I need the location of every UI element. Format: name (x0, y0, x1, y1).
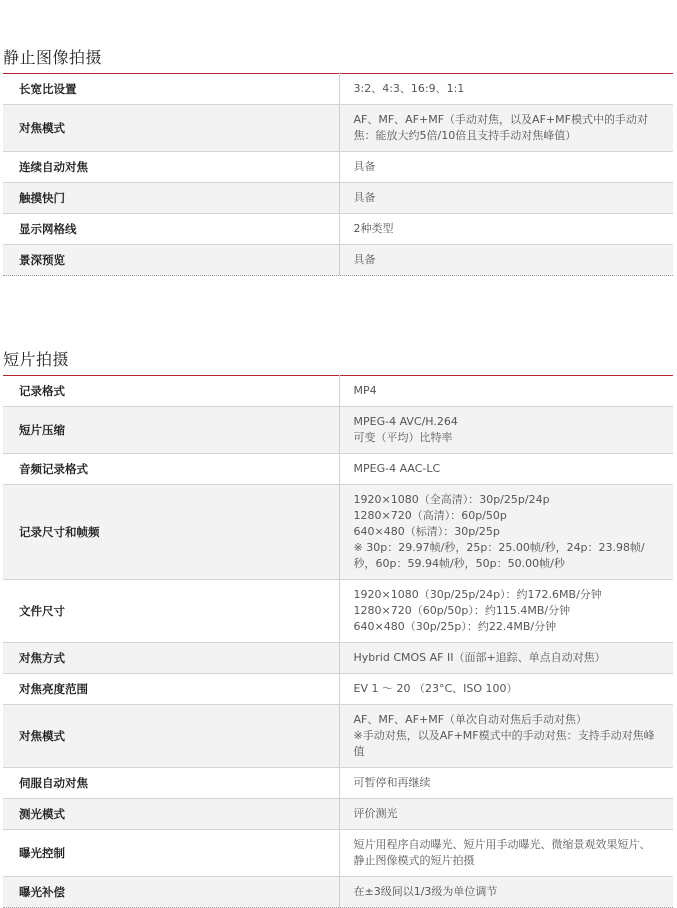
section-title-still: 静止图像拍摄 (3, 48, 103, 67)
table-row (3, 105, 673, 152)
row-label: 对焦模式 (3, 105, 339, 152)
table-row (3, 580, 673, 643)
row-label: 记录尺寸和帧频 (3, 485, 339, 580)
row-value: 1920×1080（30p/25p/24p）：约172.6MB/分钟 1280×720（60p/50p）：约115.4MB/分钟 640×480（30p/25p）：约22.4MB/分钟 (339, 580, 673, 643)
row-label: 对焦亮度范围 (3, 674, 339, 705)
spec-table-still (3, 73, 673, 276)
row-label: 记录格式 (3, 376, 339, 407)
row-value: AF、MF、AF+MF（单次自动对焦后手动对焦） ※手动对焦，以及AF+MF模式中的手动对焦：支持手动对焦峰值 (339, 705, 673, 768)
table-row (3, 877, 673, 908)
row-value: 在±3级间以1/3级为单位调节 (339, 877, 673, 908)
row-value: MPEG-4 AAC-LC (339, 454, 673, 485)
table-row (3, 485, 673, 580)
row-label: 曝光控制 (3, 830, 339, 877)
row-value: MPEG-4 AVC/H.264 可变（平均）比特率 (339, 407, 673, 454)
row-value: MP4 (339, 376, 673, 407)
row-label: 短片压缩 (3, 407, 339, 454)
table-row (3, 376, 673, 407)
row-value: 评价测光 (339, 799, 673, 830)
table-row (3, 830, 673, 877)
table-row (3, 674, 673, 705)
row-label: 显示网格线 (3, 214, 339, 245)
row-label: 曝光补偿 (3, 877, 339, 908)
row-label: 触摸快门 (3, 183, 339, 214)
row-value: Hybrid CMOS AF II（面部+追踪、单点自动对焦） (339, 643, 673, 674)
row-value: 具备 (339, 245, 673, 276)
table-row (3, 214, 673, 245)
row-label: 音频记录格式 (3, 454, 339, 485)
row-value: AF、MF、AF+MF（手动对焦，以及AF+MF模式中的手动对焦：能放大约5倍/10倍且支持手动对焦峰值） (339, 105, 673, 152)
table-row (3, 799, 673, 830)
table-row (3, 768, 673, 799)
row-label: 连续自动对焦 (3, 152, 339, 183)
table-row (3, 705, 673, 768)
row-value: 3:2、4:3、16:9、1:1 (339, 74, 673, 105)
row-value: 短片用程序自动曝光、短片用手动曝光、微缩景观效果短片、静止图像模式的短片拍摄 (339, 830, 673, 877)
spec-table-movie (3, 375, 673, 908)
row-value: 具备 (339, 152, 673, 183)
table-row (3, 643, 673, 674)
row-value: 2种类型 (339, 214, 673, 245)
row-label: 文件尺寸 (3, 580, 339, 643)
row-label: 景深预览 (3, 245, 339, 276)
row-value: 1920×1080（全高清）：30p/25p/24p 1280×720（高清）：60p/50p 640×480（标清）：30p/25p ※ 30p：29.97帧/秒，25p：25.00帧/秒，24p：23.98帧/秒，60p：59.94帧/秒，50p：50.00帧/秒 (339, 485, 673, 580)
section-title-movie: 短片拍摄 (3, 350, 70, 369)
row-label: 对焦模式 (3, 705, 339, 768)
row-label: 伺服自动对焦 (3, 768, 339, 799)
table-row (3, 454, 673, 485)
row-label: 长宽比设置 (3, 74, 339, 105)
table-row (3, 407, 673, 454)
row-label: 测光模式 (3, 799, 339, 830)
row-value: 可暂停和再继续 (339, 768, 673, 799)
row-value: 具备 (339, 183, 673, 214)
table-row (3, 152, 673, 183)
row-label: 对焦方式 (3, 643, 339, 674)
table-row (3, 74, 673, 105)
row-value: EV 1 ～ 20 （23°C、ISO 100） (339, 674, 673, 705)
table-row (3, 245, 673, 276)
table-row (3, 183, 673, 214)
